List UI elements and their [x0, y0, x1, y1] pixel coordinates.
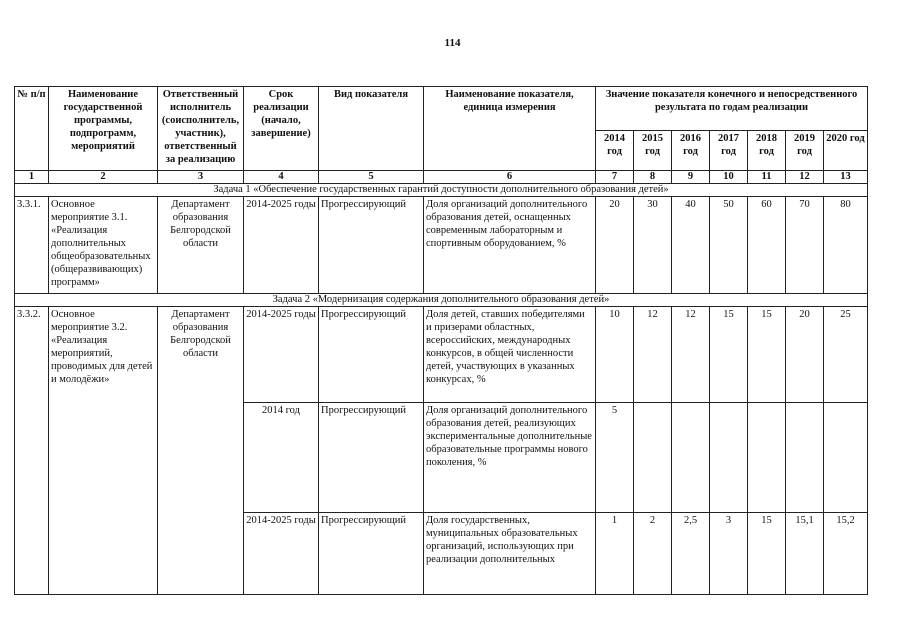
column-number: 12: [786, 171, 824, 184]
value-2019: 15,1: [786, 513, 824, 595]
header-year: 2015 год: [634, 131, 672, 171]
value-2014: 20: [596, 197, 634, 294]
indicator-type: Прогрессирующий: [319, 403, 424, 513]
value-2015: 12: [634, 307, 672, 403]
column-number: 3: [158, 171, 244, 184]
value-2020: [824, 403, 868, 513]
header-year: 2017 год: [710, 131, 748, 171]
task-2-heading: Задача 2 «Модернизация содержания дополнительного образования детей»: [15, 294, 868, 307]
header-year: 2014 год: [596, 131, 634, 171]
period: 2014-2025 годы: [244, 307, 319, 403]
indicator-name: Доля организаций дополнительного образования детей, оснащенных современным лабораторным и спортивным оборудованием, %: [424, 197, 596, 294]
column-number: 8: [634, 171, 672, 184]
column-number: 10: [710, 171, 748, 184]
indicator-name: Доля детей, ставших победителями и призерами областных, всероссийских, международных конкурсов, в общей численности детей, участвующих в указанных конкурсах, %: [424, 307, 596, 403]
column-number: 1: [15, 171, 49, 184]
value-2020: 80: [824, 197, 868, 294]
indicator-type: Прогрессирующий: [319, 197, 424, 294]
value-2020: 15,2: [824, 513, 868, 595]
value-2015: 30: [634, 197, 672, 294]
value-2019: 20: [786, 307, 824, 403]
value-2018: [748, 403, 786, 513]
value-2016: [672, 403, 710, 513]
column-number: 13: [824, 171, 868, 184]
header-executor: Ответственный исполнитель (соисполнитель, участник), ответственный за реализацию: [158, 87, 244, 171]
column-number: 4: [244, 171, 319, 184]
indicator-name: Доля государственных, муниципальных образовательных организаций, использующих при реализации дополнительных: [424, 513, 596, 595]
header-period: Срок реализации (начало, завершение): [244, 87, 319, 171]
executor: Департамент образования Белгородской области: [158, 197, 244, 294]
header-year: 2019 год: [786, 131, 824, 171]
header-year: 2020 год: [824, 131, 868, 171]
value-2018: 60: [748, 197, 786, 294]
value-2015: [634, 403, 672, 513]
measure-name: Основное мероприятие 3.2. «Реализация мероприятий, проводимых для детей и молодёжи»: [49, 307, 158, 595]
column-number: 7: [596, 171, 634, 184]
indicator-type: Прогрессирующий: [319, 307, 424, 403]
task-1-heading: Задача 1 «Обеспечение государственных гарантий доступности дополнительного образования детей»: [15, 184, 868, 197]
header-indicator: Наименование показателя, единица измерения: [424, 87, 596, 171]
value-2017: 50: [710, 197, 748, 294]
indicator-name: Доля организаций дополнительного образования детей, реализующих экспериментальные дополнительные образовательные программы нового поколения, %: [424, 403, 596, 513]
row-number: 3.3.2.: [15, 307, 49, 595]
column-number: 2: [49, 171, 158, 184]
value-2019: 70: [786, 197, 824, 294]
column-number: 6: [424, 171, 596, 184]
value-2016: 40: [672, 197, 710, 294]
value-2018: 15: [748, 513, 786, 595]
value-2015: 2: [634, 513, 672, 595]
column-number: 9: [672, 171, 710, 184]
header-year: 2018 год: [748, 131, 786, 171]
header-num: № п/п: [15, 87, 49, 171]
column-number: 5: [319, 171, 424, 184]
measure-name: Основное мероприятие 3.1. «Реализация дополнительных общеобразовательных (общеразвивающих) программ»: [49, 197, 158, 294]
indicator-type: Прогрессирующий: [319, 513, 424, 595]
value-2017: 15: [710, 307, 748, 403]
value-2016: 2,5: [672, 513, 710, 595]
header-values-group: Значение показателя конечного и непосредственного результата по годам реализации: [596, 87, 868, 131]
value-2017: [710, 403, 748, 513]
executor: Департамент образования Белгородской области: [158, 307, 244, 595]
indicators-table: [14, 86, 868, 595]
value-2014: 10: [596, 307, 634, 403]
value-2020: 25: [824, 307, 868, 403]
value-2014: 5: [596, 403, 634, 513]
value-2017: 3: [710, 513, 748, 595]
period: 2014-2025 годы: [244, 197, 319, 294]
period: 2014 год: [244, 403, 319, 513]
page-number: 114: [444, 37, 461, 49]
column-number: 11: [748, 171, 786, 184]
value-2014: 1: [596, 513, 634, 595]
header-year: 2016 год: [672, 131, 710, 171]
period: 2014-2025 годы: [244, 513, 319, 595]
row-number: 3.3.1.: [15, 197, 49, 294]
value-2016: 12: [672, 307, 710, 403]
value-2019: [786, 403, 824, 513]
value-2018: 15: [748, 307, 786, 403]
header-name: Наименование государственной программы, подпрограмм, мероприятий: [49, 87, 158, 171]
header-type: Вид показателя: [319, 87, 424, 171]
